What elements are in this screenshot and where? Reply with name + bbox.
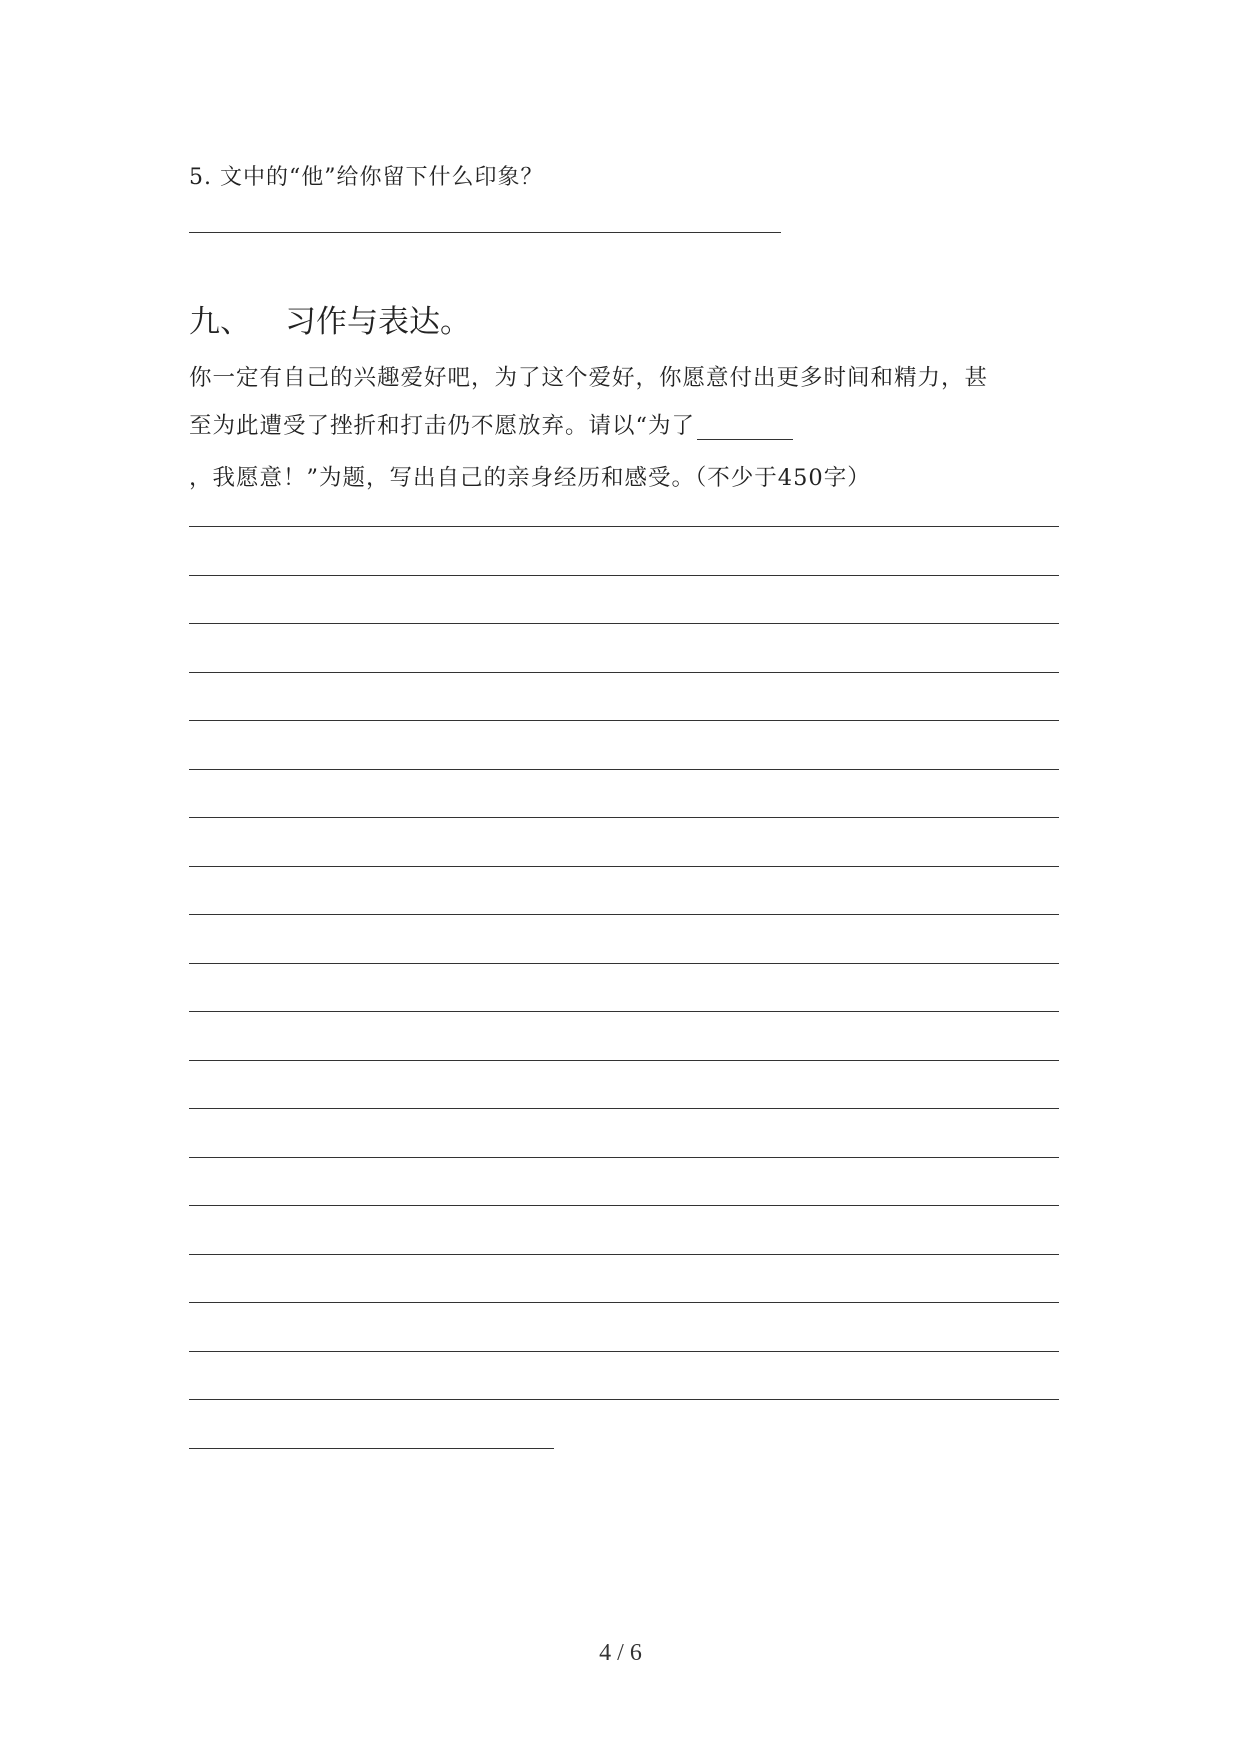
essay-prompt-line-2 bbox=[189, 408, 793, 440]
essay-prompt-line-3: ，我愿意！”为题，写出自己的亲身经历和感受。（不少于450字） bbox=[189, 465, 871, 491]
writing-line[interactable] bbox=[189, 1205, 1059, 1206]
essay-prompt-line-2-text: 至为此遭受了挫折和打击仍不愿放弃。请以“为了 bbox=[189, 413, 696, 439]
writing-line[interactable] bbox=[189, 769, 1059, 770]
writing-line[interactable] bbox=[189, 1157, 1059, 1158]
writing-line[interactable] bbox=[189, 866, 1059, 867]
writing-line[interactable] bbox=[189, 963, 1059, 964]
writing-line[interactable] bbox=[189, 672, 1059, 673]
writing-line[interactable] bbox=[189, 623, 1059, 624]
question-5-text: 5. 文中的“他”给你留下什么印象？ bbox=[189, 165, 544, 190]
writing-line[interactable] bbox=[189, 817, 1059, 818]
essay-prompt-line-1: 你一定有自己的兴趣爱好吧，为了这个爱好，你愿意付出更多时间和精力，甚 bbox=[189, 365, 989, 391]
essay-title-blank[interactable] bbox=[697, 415, 793, 440]
writing-line[interactable] bbox=[189, 1399, 1059, 1400]
writing-line[interactable] bbox=[189, 1351, 1059, 1352]
section-9-title: 习作与表达。 bbox=[285, 304, 471, 340]
writing-line[interactable] bbox=[189, 1302, 1059, 1303]
answer-line-question-5[interactable] bbox=[189, 232, 781, 233]
section-9-heading bbox=[189, 296, 471, 341]
section-9-number: 九、 bbox=[189, 304, 251, 340]
writing-line[interactable] bbox=[189, 1254, 1059, 1255]
writing-line[interactable] bbox=[189, 914, 1059, 915]
writing-line[interactable] bbox=[189, 1108, 1059, 1109]
writing-line[interactable] bbox=[189, 526, 1059, 527]
writing-line[interactable] bbox=[189, 1011, 1059, 1012]
writing-line-last[interactable] bbox=[189, 1448, 554, 1449]
writing-line[interactable] bbox=[189, 1060, 1059, 1061]
writing-line[interactable] bbox=[189, 575, 1059, 576]
page-number: 4 / 6 bbox=[599, 1640, 642, 1666]
writing-line[interactable] bbox=[189, 720, 1059, 721]
